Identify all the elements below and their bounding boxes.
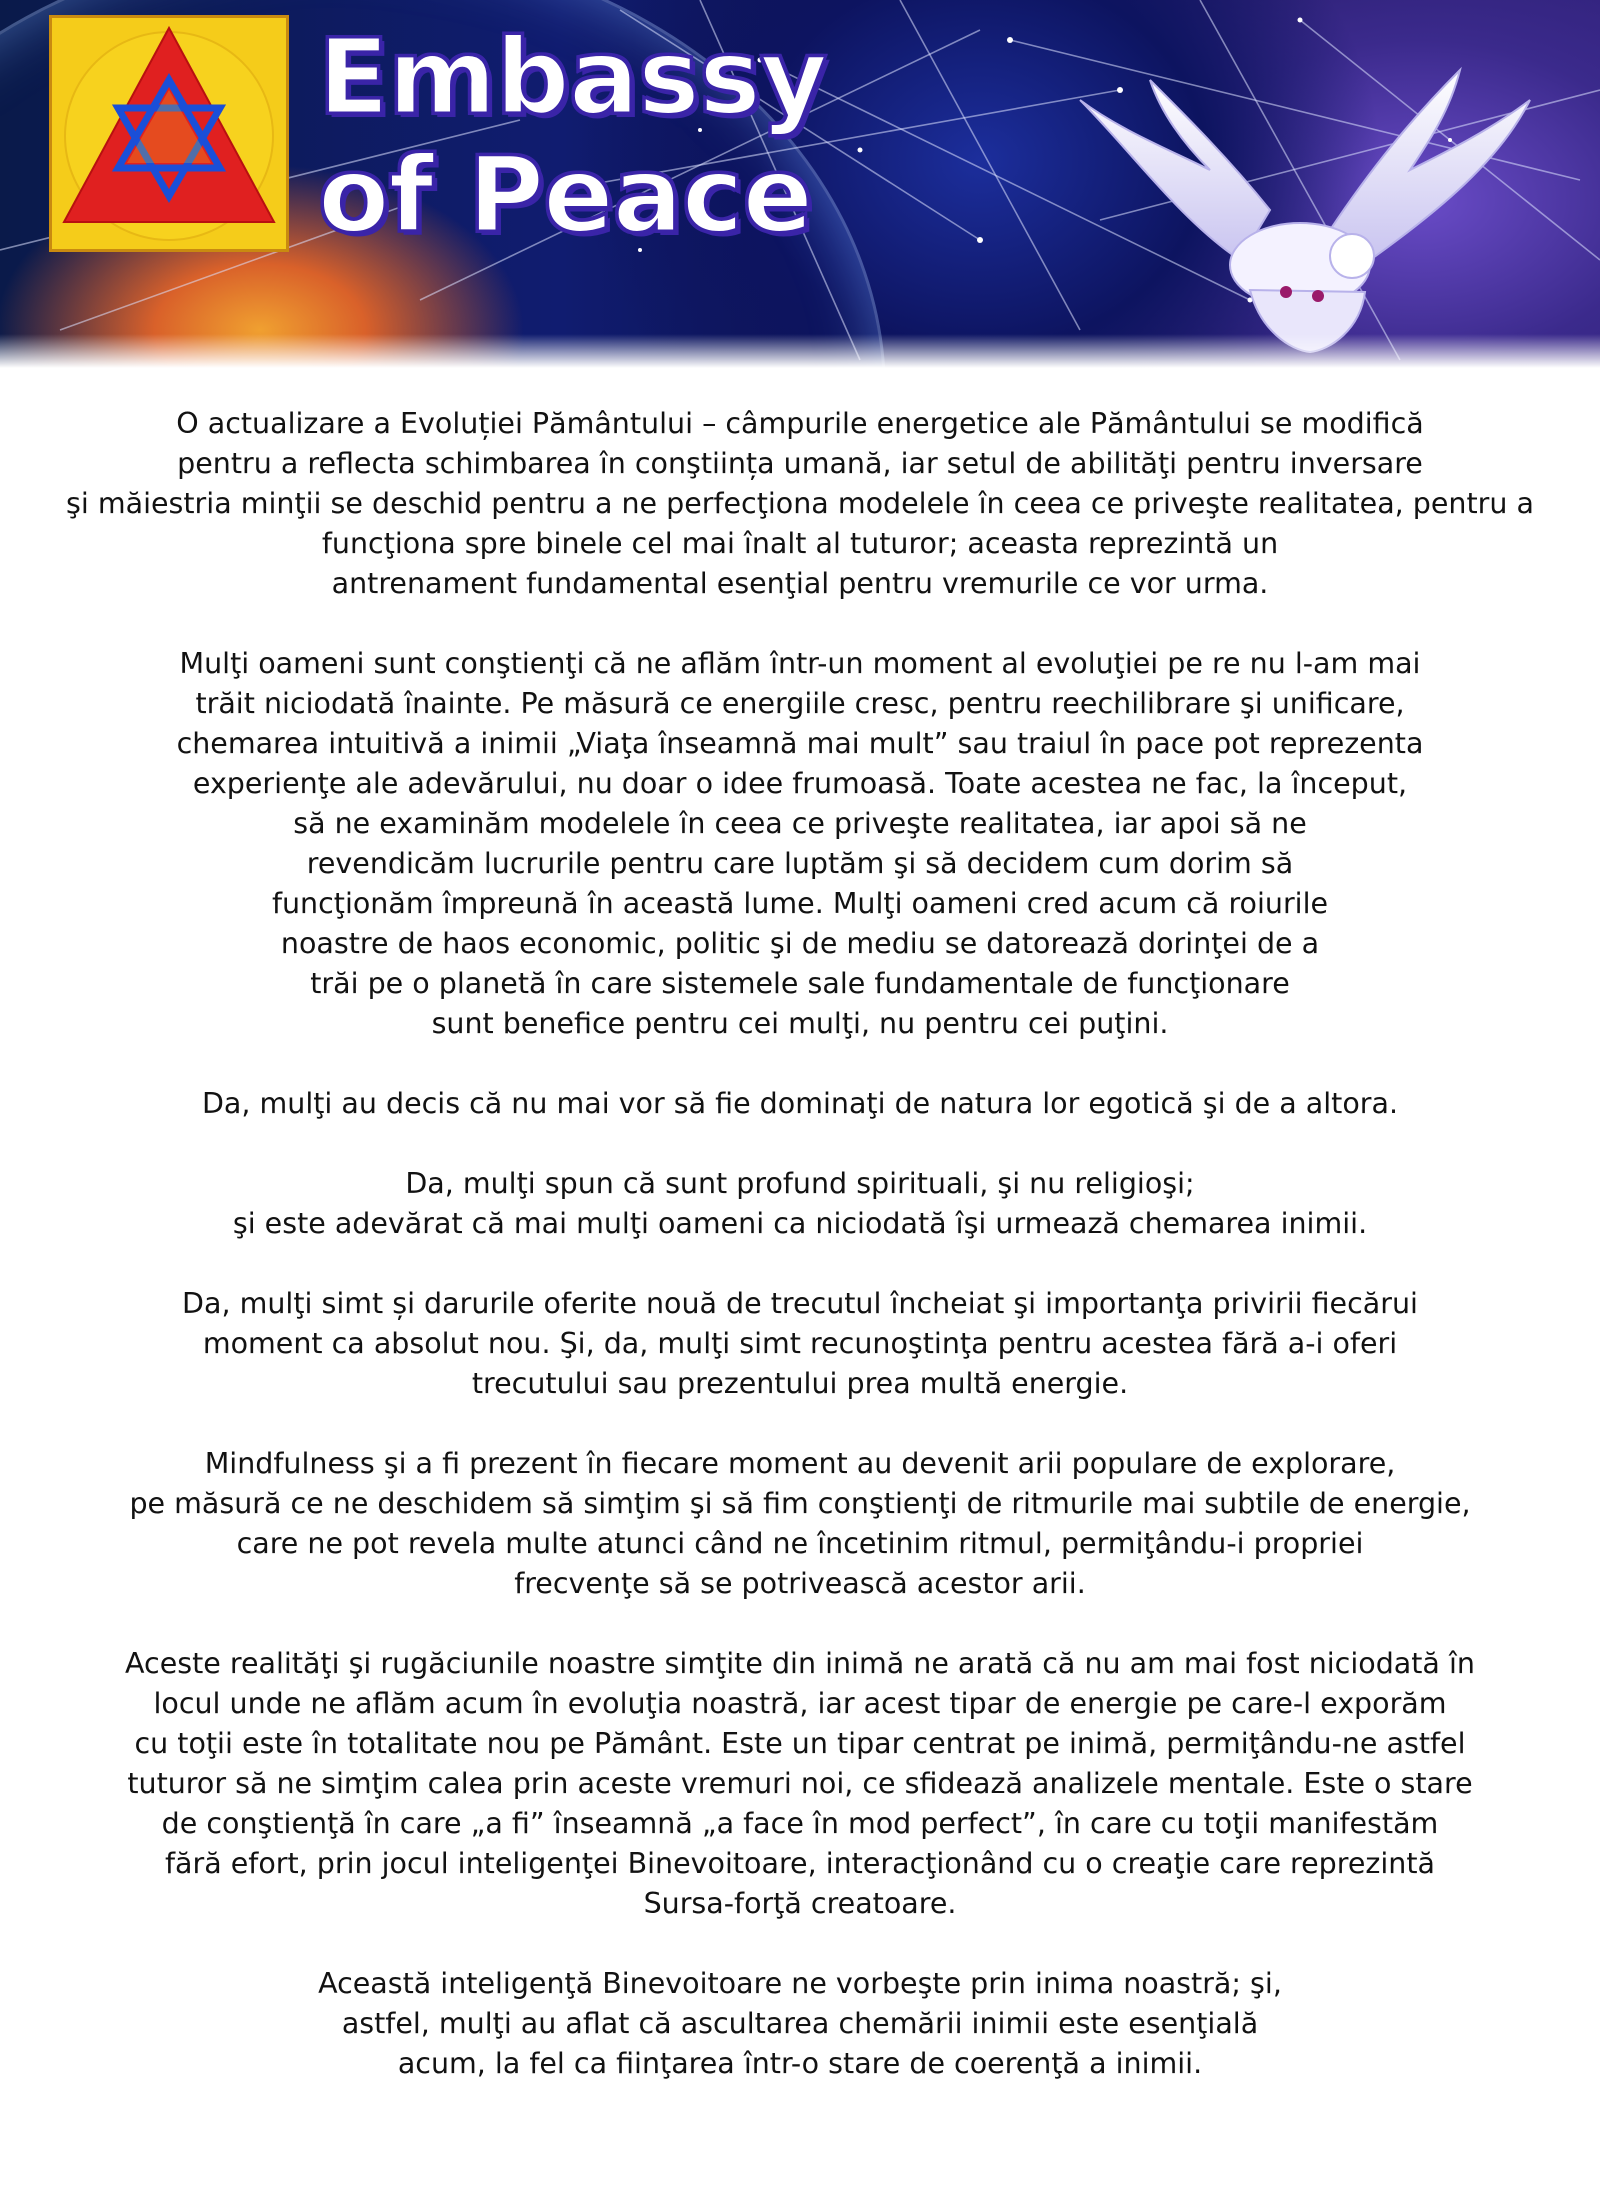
paragraph-line: Mindfulness şi a fi prezent în fiecare moment au devenit arii populare de explorare, — [204, 1447, 1396, 1480]
paragraph-line: tuturor să ne simţim calea prin aceste vremuri noi, ce sfidează analizele mentale. Este o stare — [127, 1767, 1473, 1800]
paragraph-line: noastre de haos economic, politic şi de mediu se datorează dorinţei de a — [280, 927, 1320, 960]
site-title — [318, 18, 827, 254]
paragraph-line: să ne examinăm modelele în ceea ce priveşte realitatea, iar apoi să ne — [293, 807, 1307, 840]
paragraph-line: chemarea intuitivă a inimii „Viaţa înseamnă mai mult” sau traiul în pace pot reprezenta — [176, 727, 1424, 760]
paragraph-line: locul unde ne aflăm acum în evoluţia noastră, iar acest tipar de energie pe care-l exporăm — [153, 1687, 1447, 1720]
paragraph-line: Sursa-forţă creatoare. — [643, 1887, 957, 1920]
paragraph-line: Această inteligenţă Binevoitoare ne vorbeşte prin inima noastră; şi, — [318, 1967, 1282, 2000]
paragraph-line: Da, mulţi au decis că nu mai vor să fie dominaţi de natura lor egotică şi de a altora. — [201, 1087, 1399, 1120]
embassy-logo — [49, 15, 289, 252]
article-paragraph — [60, 1444, 1540, 1604]
paragraph-line: trăit niciodată înainte. Pe măsură ce energiile cresc, pentru reechilibrare şi unificare, — [195, 687, 1405, 720]
article-paragraph — [60, 404, 1540, 604]
paragraph-line: fără efort, prin jocul inteligenţei Binevoitoare, interacţionând cu o creaţie care reprezintă — [165, 1847, 1435, 1880]
paragraph-line: trăi pe o planetă în care sistemele sale fundamentale de funcţionare — [310, 967, 1290, 1000]
paragraph-line: Da, mulţi simt și darurile oferite nouă de trecutul încheiat şi importanţa privirii fiecărui — [182, 1287, 1418, 1320]
paragraph-line: revendicăm lucrurile pentru care luptăm şi să decidem cum dorim să — [306, 847, 1294, 880]
star-of-david-triangle-emblem-icon — [52, 18, 286, 249]
article-paragraph — [60, 1284, 1540, 1404]
article-body — [60, 404, 1540, 2124]
paragraph-line: funcţionăm împreună în această lume. Mulţi oameni cred acum că roiurile — [271, 887, 1329, 920]
paragraph-line: antrenament fundamental esenţial pentru vremurile ce vor urma. — [331, 567, 1269, 600]
paragraph-line: O actualizare a Evoluției Pământului – câmpurile energetice ale Pământului se modifică — [176, 407, 1424, 440]
paragraph-line: pentru a reflecta schimbarea în conştiința umană, iar setul de abilităţi pentru inversare — [177, 447, 1423, 480]
paragraph-line: frecvenţe să se potrivească acestor arii. — [514, 1567, 1086, 1600]
article-paragraph — [60, 1964, 1540, 2084]
article-paragraph — [60, 644, 1540, 1044]
article-paragraph — [60, 1644, 1540, 1924]
paragraph-line: sunt benefice pentru cei mulţi, nu pentru cei puţini. — [431, 1007, 1169, 1040]
paragraph-line: pe măsură ce ne deschidem să simţim şi să fim conştienţi de ritmurile mai subtile de energie, — [129, 1487, 1471, 1520]
paragraph-line: Mulţi oameni sunt conştienţi că ne aflăm într-un moment al evoluţiei pe re nu l-am mai — [179, 647, 1421, 680]
paragraph-line: cu toţii este în totalitate nou pe Pământ. Este un tipar centrat pe inimă, permiţându-ne astfel — [134, 1727, 1466, 1760]
paragraph-line: funcţiona spre binele cel mai înalt al tuturor; aceasta reprezintă un — [321, 527, 1279, 560]
paragraph-line: de conştienţă în care „a fi” înseamnă „a face în mod perfect”, în care cu toţii manifestăm — [161, 1807, 1439, 1840]
paragraph-line: şi este adevărat că mai mulţi oameni ca niciodată îşi urmează chemarea inimii. — [232, 1207, 1368, 1240]
paragraph-line: Aceste realităţi şi rugăciunile noastre simţite din inimă ne arată că nu am mai fost niciodată în — [125, 1647, 1475, 1680]
paragraph-line: şi măiestria minţii se deschid pentru a ne perfecţiona modelele în ceea ce priveşte realitatea, pentru a — [66, 487, 1534, 520]
paragraph-line: moment ca absolut nou. Şi, da, mulţi simt recunoştinţa pentru acestea fără a-i oferi — [202, 1327, 1398, 1360]
site-title-line1: Embassy — [318, 16, 827, 138]
paragraph-line: care ne pot revela multe atunci când ne încetinim ritmul, permiţându-i propriei — [236, 1527, 1364, 1560]
paragraph-line: acum, la fel ca fiinţarea într-o stare de coerenţă a inimii. — [397, 2047, 1203, 2080]
paragraph-line: Da, mulţi spun că sunt profund spirituali, şi nu religioşi; — [405, 1167, 1195, 1200]
paragraph-line: trecutului sau prezentului prea multă energie. — [471, 1367, 1129, 1400]
header-banner — [0, 0, 1600, 368]
paragraph-line: astfel, mulţi au aflat că ascultarea chemării inimii este esenţială — [341, 2007, 1259, 2040]
site-title-line2: of Peace — [318, 134, 813, 256]
article-paragraph — [60, 1084, 1540, 1124]
article-paragraph — [60, 1164, 1540, 1244]
paragraph-line: experienţe ale adevărului, nu doar o idee frumoasă. Toate acestea ne fac, la început, — [192, 767, 1408, 800]
flying-dove-icon — [1060, 60, 1560, 360]
